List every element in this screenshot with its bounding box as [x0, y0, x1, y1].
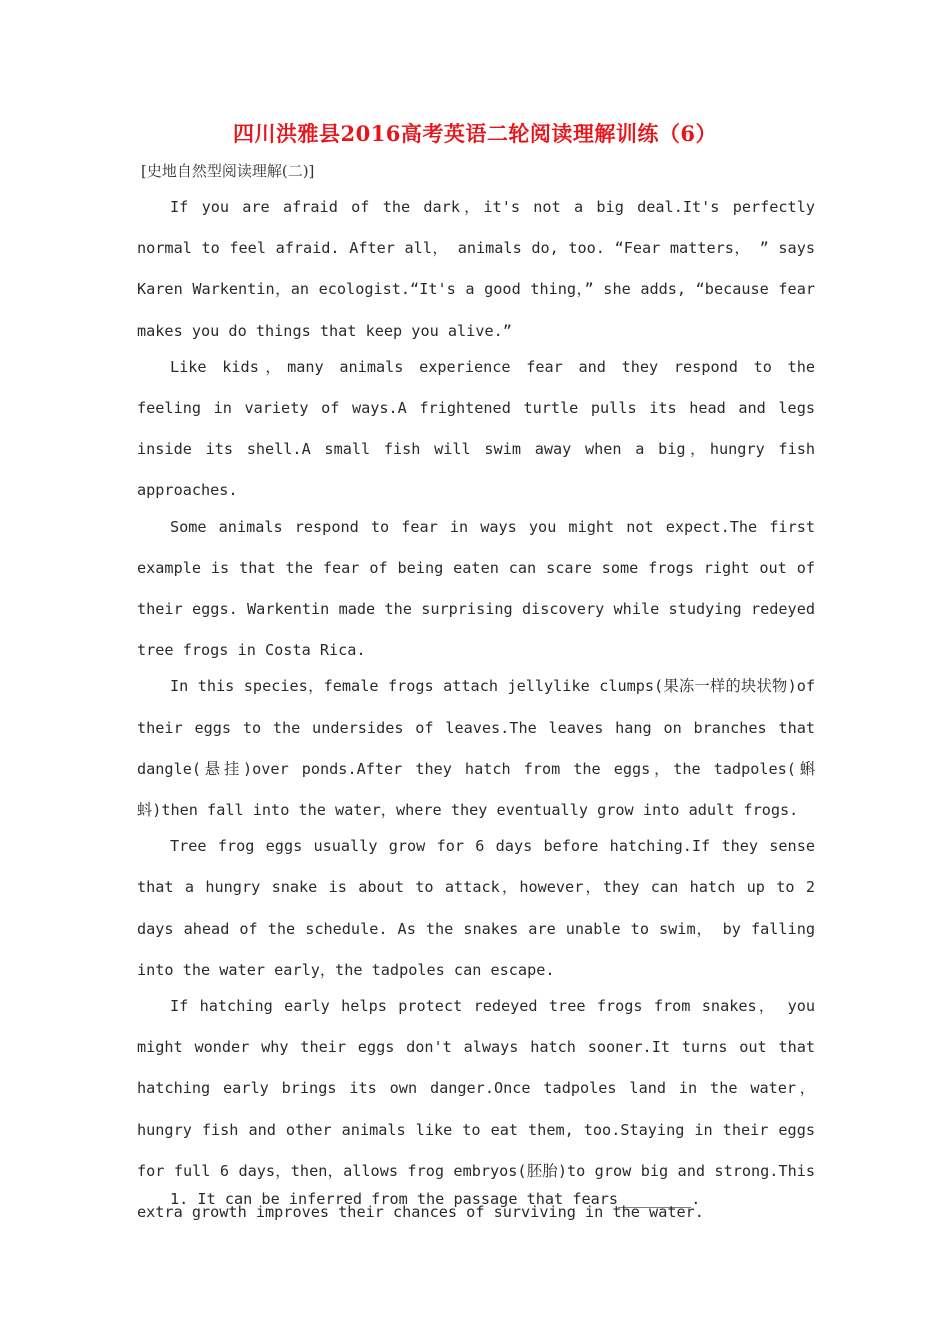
passage-paragraph-3: Some animals respond to fear in ways you might not expect.The first example is that the fear of being eaten can scare some frogs right out of their eggs. Warkentin made the surprising discovery while studying redeyed tree frogs in Costa Rica. [137, 517, 815, 660]
passage-paragraph-5: Tree frog eggs usually grow for 6 days before hatching.If they sense that a hungry snake is about to attack，however，they can hatch up to 2 days ahead of the schedule. As the snakes are unable to swim， by falling into the water early，the tadpoles can escape. [137, 837, 815, 979]
passage-paragraph-6: If hatching early helps protect redeyed tree frogs from snakes， you might wonder why their eggs don't always hatch sooner.It turns out that hatching early brings its own danger.Once tadpoles land in the water，hungry fish and other animals like to eat them, too.Staying in their eggs for full 6 days，then，allows frog embryos(胚胎)to grow big and strong.This extra growth improves their chances of surviving in the water. [137, 997, 815, 1222]
passage-paragraph-4: In this species，female frogs attach jellylike clumps(果冻一样的块状物)of their eggs to the undersides of leaves.The leaves hang on branches that dangle(悬挂)over ponds.After they hatch from the eggs，the tadpoles(蝌蚪)then fall into the water，where they eventually grow into adult frogs. [137, 677, 815, 820]
passage-paragraph-2: Like kids，many animals experience fear and they respond to the feeling in variety of ways.A frightened turtle pulls its head and legs inside its shell.A small fish will swim away when a big，hungry fish approaches. [137, 357, 815, 500]
passage-paragraph-1: If you are afraid of the dark，it's not a big deal.It's perfectly normal to feel afraid. After all， animals do, too. “Fear matters， ” says Karen Warkentin，an ecologist.“It's a good thing，” she adds, “because fear makes you do things that keep you alive.” [137, 198, 815, 340]
page-title: 四川洪雅县2016高考英语二轮阅读理解训练（6） [232, 121, 718, 146]
reading-passage [137, 187, 815, 1228]
section-subtitle: [史地自然型阅读理解(二)] [141, 162, 315, 180]
question-1: 1. It can be inferred from the passage that fears________. [170, 1190, 701, 1208]
